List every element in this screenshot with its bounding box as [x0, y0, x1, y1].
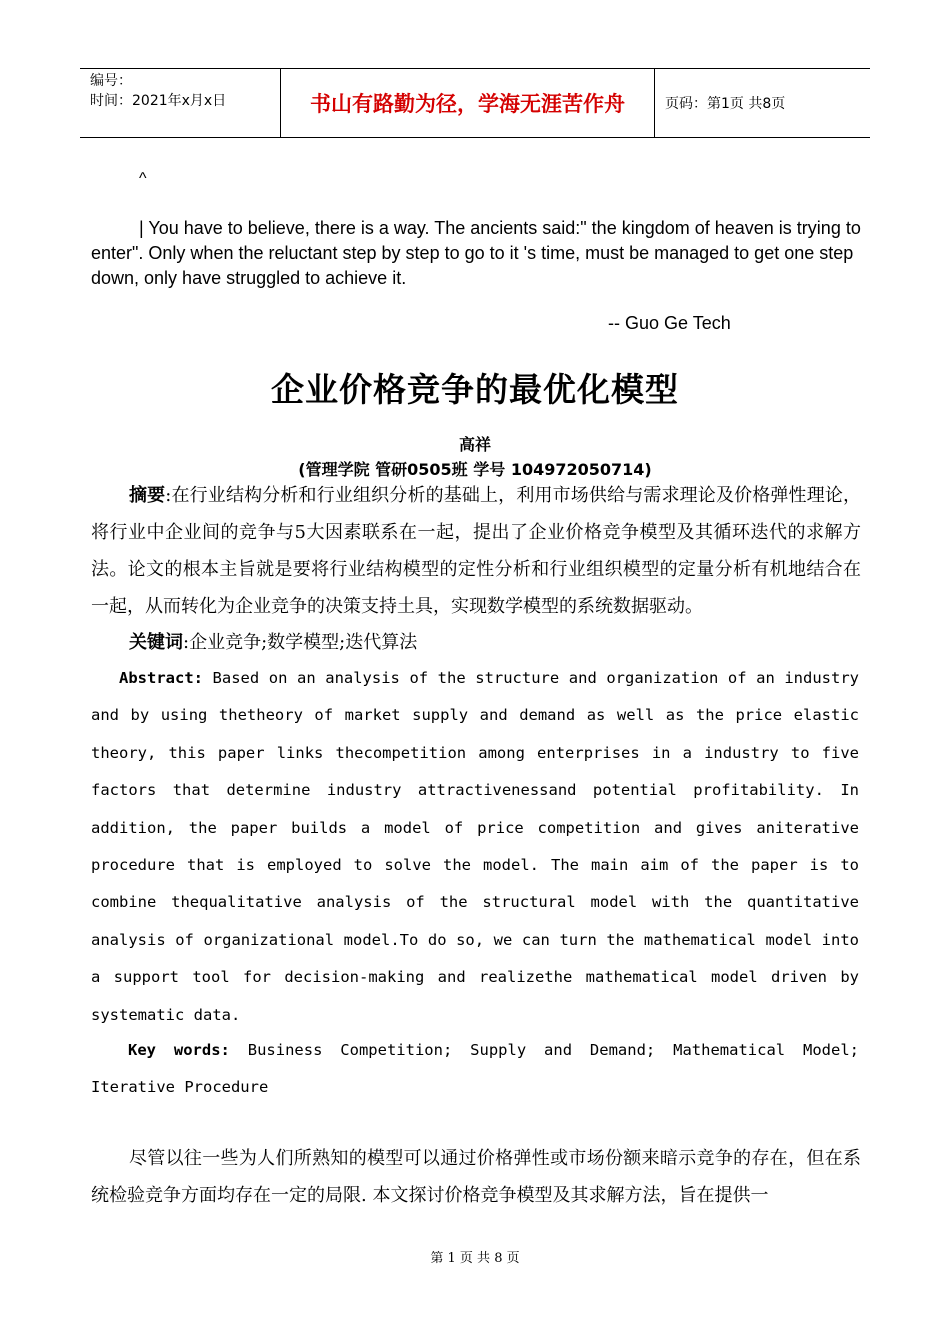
abstract-en-label: Abstract:: [119, 669, 203, 687]
keywords-cn-text: :企业竞争;数学模型;迭代算法: [183, 632, 418, 653]
header-left-cell: [80, 69, 281, 137]
keywords-en: [91, 1032, 859, 1107]
caret-mark: ^: [139, 170, 147, 187]
abstract-cn-text: :在行业结构分析和行业组织分析的基础上，利用市场供给与需求理论及价格弹性理论，将行业中企业间的竞争与5大因素联系在一起，提出了企业价格竞争模型及其循环迭代的求解方法。论文的根本主旨就是要将行业结构模型的定性分析和行业组织模型的定量分析有机地结合在一起，从而转化为企业竞争的决策支持土具，实现数学模型的系统数据驱动。: [91, 485, 861, 617]
date-label: 时间：2021年x月x日: [90, 93, 227, 109]
abstract-cn: [91, 477, 861, 625]
keywords-en-label: Key words:: [128, 1041, 230, 1059]
header-table: [80, 68, 870, 138]
keywords-en-text: Business Competition; Supply and Demand; Mathematical Model; Iterative Procedure: [91, 1041, 859, 1097]
body-paragraph: 尽管以往一些为人们所熟知的模型可以通过价格弹性或市场份额来暗示竞争的存在，但在系统检验竞争方面均存在一定的局限. 本文探讨价格竞争模型及其求解方法，旨在提供一: [91, 1148, 861, 1206]
abstract-en-text: Based on an analysis of the structure and organization of an industry and by using thetheory of market supply and demand as well as the price elastic theory, this paper links thecompetition among enterprises in a industry to five factors that determine industry attractivenessand potential profitability. In addition, the paper builds a model of price competition and gives aniterative procedure that is employed to solve the model. The main aim of the paper is to combine thequalitative analysis of the structural model with the quantitative analysis of organizational model.To do so, we can turn the mathematical model into a support tool for decision-making and realizethe mathematical model driven by systematic data.: [91, 669, 859, 1024]
header-motto: 书山有路勤为径，学海无涯苦作舟: [281, 69, 655, 137]
serial-label: 编号：: [90, 73, 132, 89]
abstract-en: [91, 660, 859, 1034]
paper-author: 高祥: [458, 435, 491, 454]
page-footer: 第 1 页 共 8 页: [430, 1251, 520, 1266]
paper-title: 企业价格竞争的最优化模型: [271, 370, 679, 409]
quote-author: -- Guo Ge Tech: [608, 313, 731, 333]
header-page-info: 页码：第1页 共8页: [665, 96, 786, 112]
abstract-cn-label: 摘要: [129, 485, 166, 506]
quote-text: | You have to believe, there is a way. The ancients said:" the kingdom of heaven is trying to enter". Only when the reluctant step by step to go to it 's time, must be managed to get one step down, only have struggled to achieve it.: [91, 218, 861, 288]
keywords-cn-label: 关键词: [129, 632, 183, 653]
paper-affiliation: (管理学院 管研0505班 学号 104972050714): [298, 460, 652, 479]
keywords-cn: [91, 624, 861, 661]
